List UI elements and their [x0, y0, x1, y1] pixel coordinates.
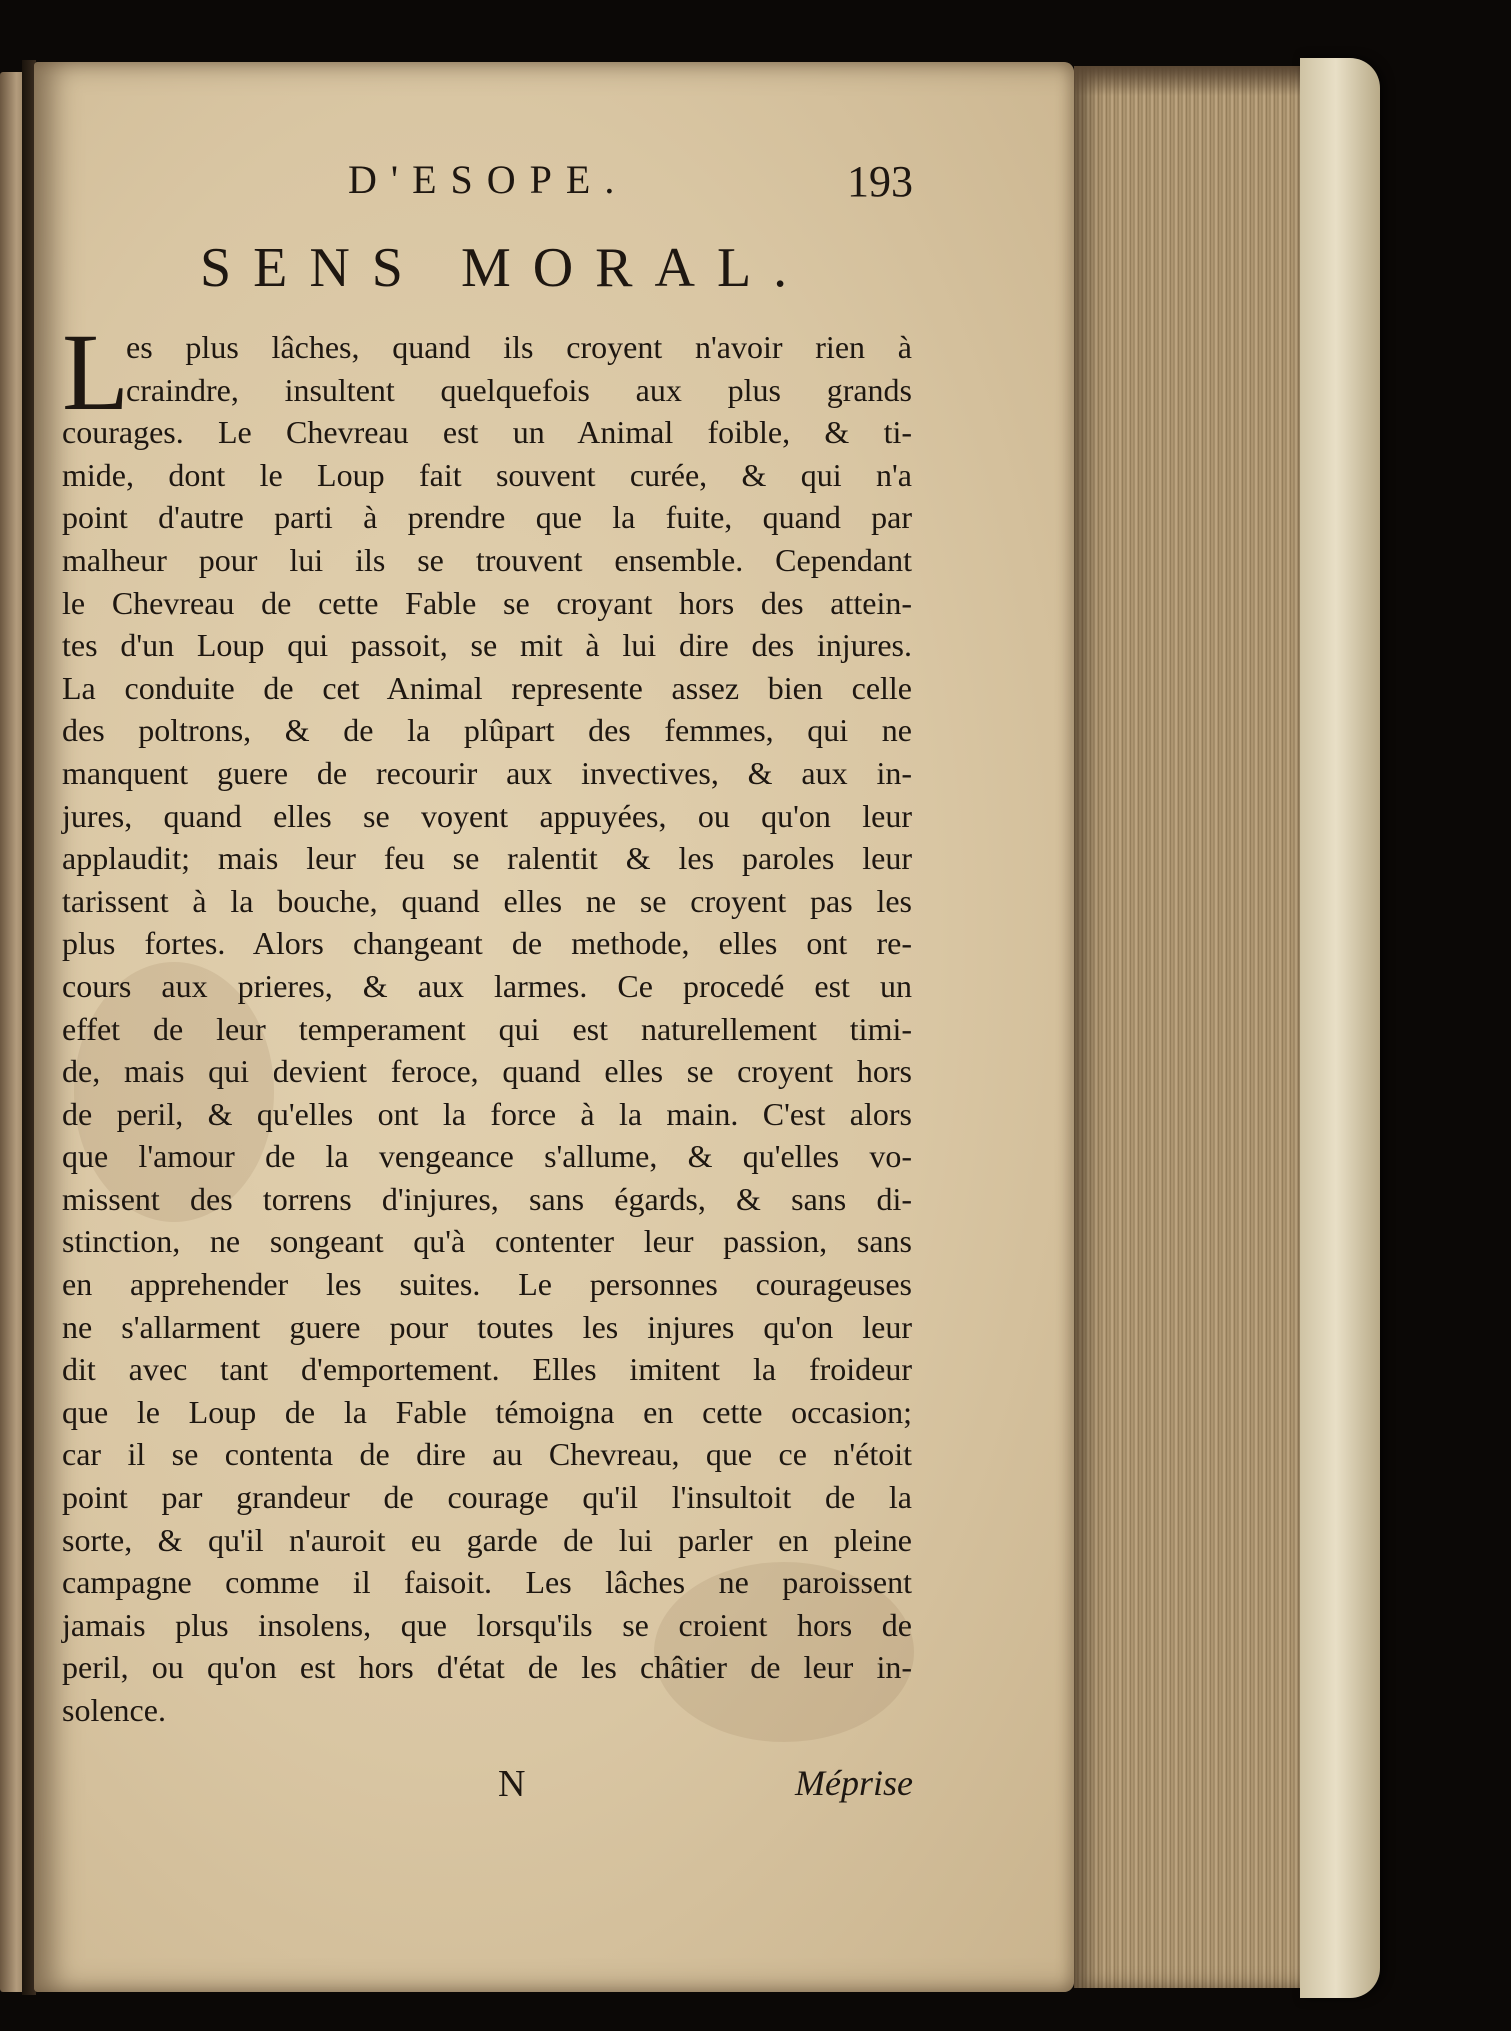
text-line: stinction, ne songeant qu'à contenter leur passion, sans	[62, 1223, 912, 1260]
text-line: effet de leur temperament qui est naturellement timi-	[62, 1010, 912, 1047]
running-head	[58, 156, 913, 216]
text-line: de, mais qui devient feroce, quand elles se croyent hors	[62, 1053, 912, 1090]
drop-cap: L	[62, 311, 130, 433]
text-line: applaudit; mais leur feu se ralentit & les paroles leur	[62, 840, 912, 877]
text-line: manquent guere de recourir aux invectives, & aux in-	[62, 754, 912, 791]
text-line: campagne comme il faisoit. Les lâches ne paroissent	[62, 1564, 912, 1601]
text-line: que l'amour de la vengeance s'allume, & qu'elles vo-	[62, 1138, 912, 1175]
page-number: 193	[847, 157, 913, 206]
section-title: SENS MORAL.	[200, 237, 810, 299]
text-line: tes d'un Loup qui passoit, se mit à lui dire des injures.	[62, 627, 912, 664]
text-line: mide, dont le Loup fait souvent curée, & qui n'a	[62, 456, 912, 493]
vellum-cover	[1300, 58, 1380, 1998]
text-line: peril, ou qu'on est hors d'état de les châtier de leur in-	[62, 1649, 912, 1686]
text-line: que le Loup de la Fable témoigna en cette occasion;	[62, 1393, 912, 1430]
text-line: dit avec tant d'emportement. Elles imitent la froideur	[62, 1351, 912, 1388]
catchword: Méprise	[795, 1763, 913, 1803]
text-line: solence.	[62, 1692, 166, 1728]
body-text	[62, 326, 912, 1732]
text-line: courages. Le Chevreau est un Animal foible, & ti-	[62, 414, 912, 451]
text-line: jures, quand elles se voyent appuyées, ou qu'on leur	[62, 797, 912, 834]
text-line: es plus lâches, quand ils croyent n'avoir rien à	[126, 329, 912, 365]
text-line: car il se contenta de dire au Chevreau, que ce n'étoit	[62, 1436, 912, 1473]
text-line: en apprehender les suites. Le personnes courageuses	[62, 1266, 912, 1303]
text-line: La conduite de cet Animal represente assez bien celle	[62, 669, 912, 706]
text-line: jamais plus insolens, que lorsqu'ils se croient hors de	[62, 1606, 912, 1643]
text-line: craindre, insultent quelquefois aux plus grands	[126, 371, 912, 408]
text-line: sorte, & qu'il n'auroit eu garde de lui parler en pleine	[62, 1521, 912, 1558]
text-line: plus fortes. Alors changeant de methode, elles ont re-	[62, 925, 912, 962]
text-line: point par grandeur de courage qu'il l'insultoit de la	[62, 1479, 912, 1516]
text-line: malheur pour lui ils se trouvent ensemble. Cependant	[62, 541, 912, 578]
text-line: des poltrons, & de la plûpart des femmes, qui ne	[62, 712, 912, 749]
text-line: missent des torrens d'injures, sans égards, & sans di-	[62, 1180, 912, 1217]
page-footer	[58, 1762, 913, 1812]
signature-mark: N	[498, 1763, 526, 1805]
text-line: le Chevreau de cette Fable se croyant hors des attein-	[62, 584, 912, 621]
text-line: de peril, & qu'elles ont la force à la main. C'est alors	[62, 1095, 912, 1132]
text-line: cours aux prieres, & aux larmes. Ce procedé est un	[62, 967, 912, 1004]
text-line: ne s'allarment guere pour toutes les injures qu'on leur	[62, 1308, 912, 1345]
text-line: point d'autre parti à prendre que la fuite, quand par	[62, 499, 912, 536]
text-line: tarissent à la bouche, quand elles ne se croyent pas les	[62, 882, 912, 919]
running-title: D'ESOPE.	[348, 157, 629, 202]
